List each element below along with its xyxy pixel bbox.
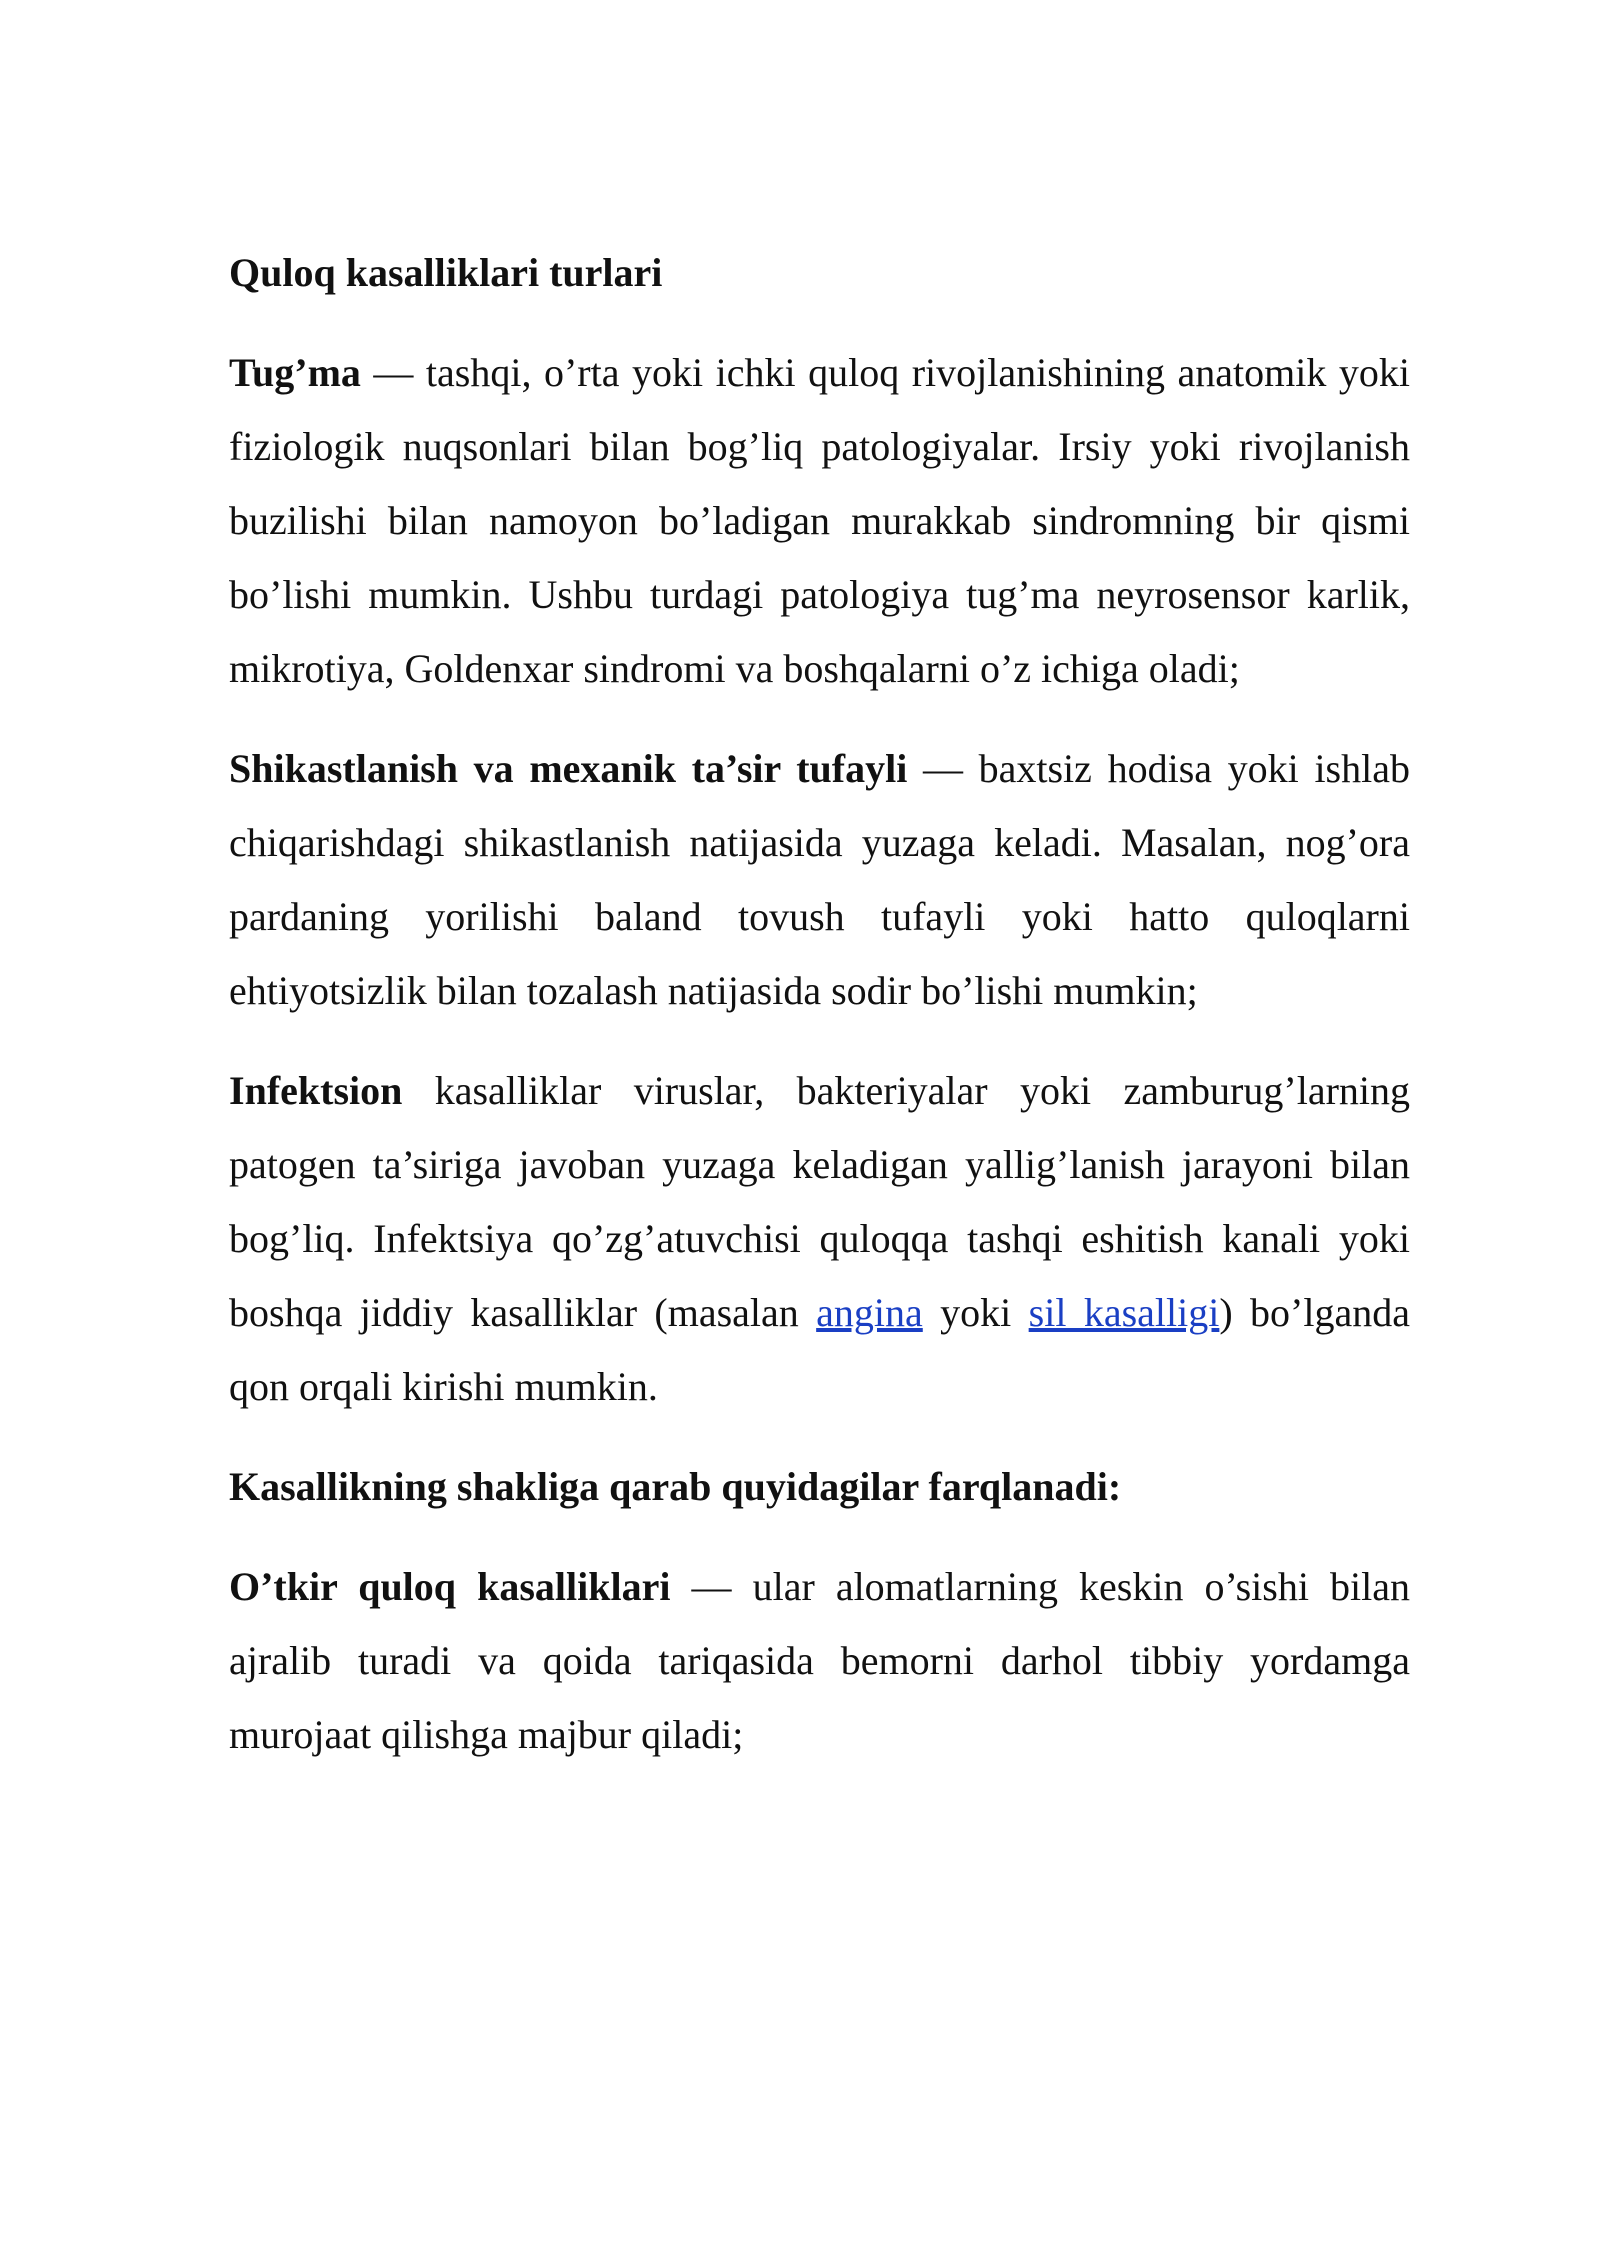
term-acute: O’tkir quloq kasalliklari [229,1564,671,1609]
paragraph-infectious-text-before: kasalliklar viruslar, bakteriyalar yoki zamburug’larning patogen ta’siriga javoban yuzaga keladigan yallig’lanish jarayoni bilan bog’liq. Infektsiya qo’zg’atuvchisi quloqqa tashqi eshitish kanali yoki boshqa jiddiy kasalliklar (masalan [229,1068,1410,1335]
section-subheading: Kasallikning shakliga qarab quyidagilar farqlanadi: [229,1464,1122,1509]
paragraph-trauma-text: — baxtsiz hodisa yoki ishlab chiqarishdagi shikastlanish natijasida yuzaga keladi. Masalan, nog’ora pardaning yorilishi baland tovush tufayli yoki hatto quloqlarni ehtiyotsizlik bilan tozalash natijasida sodir bo’lishi mumkin; [229,746,1410,1013]
term-infectious: Infektsion [229,1068,403,1113]
paragraph-congenital [229,336,1410,706]
document-title: Quloq kasalliklari turlari [229,250,663,295]
link-angina[interactable]: angina [816,1290,923,1335]
paragraph-infectious-text-mid: yoki [922,1290,1029,1335]
paragraph-infectious [229,1054,1410,1424]
document-page [229,236,1410,1798]
term-trauma: Shikastlanish va mexanik ta’sir tufayli [229,746,908,791]
paragraph-acute [229,1550,1410,1772]
paragraph-trauma [229,732,1410,1028]
paragraph-infectious-text-after: ) bo’lganda qon orqali kirishi mumkin. [229,1290,1410,1409]
link-sil-kasalligi[interactable]: sil kasalligi [1028,1290,1220,1335]
term-congenital: Tug’ma [229,350,361,395]
paragraph-congenital-text: — tashqi, o’rta yoki ichki quloq rivojlanishining anatomik yoki fiziologik nuqsonlari bilan bog’liq patologiyalar. Irsiy yoki rivojlanish buzilishi bilan namoyon bo’ladigan murakkab sindromning bir qismi bo’lishi mumkin. Ushbu turdagi patologiya tug’ma neyrosensor karlik, mikrotiya, Goldenxar sindromi va boshqalarni o’z ichiga oladi; [229,350,1410,691]
paragraph-acute-text: — ular alomatlarning keskin o’sishi bilan ajralib turadi va qoida tariqasida bemorni darhol tibbiy yordamga murojaat qilishga majbur qiladi; [229,1564,1410,1757]
